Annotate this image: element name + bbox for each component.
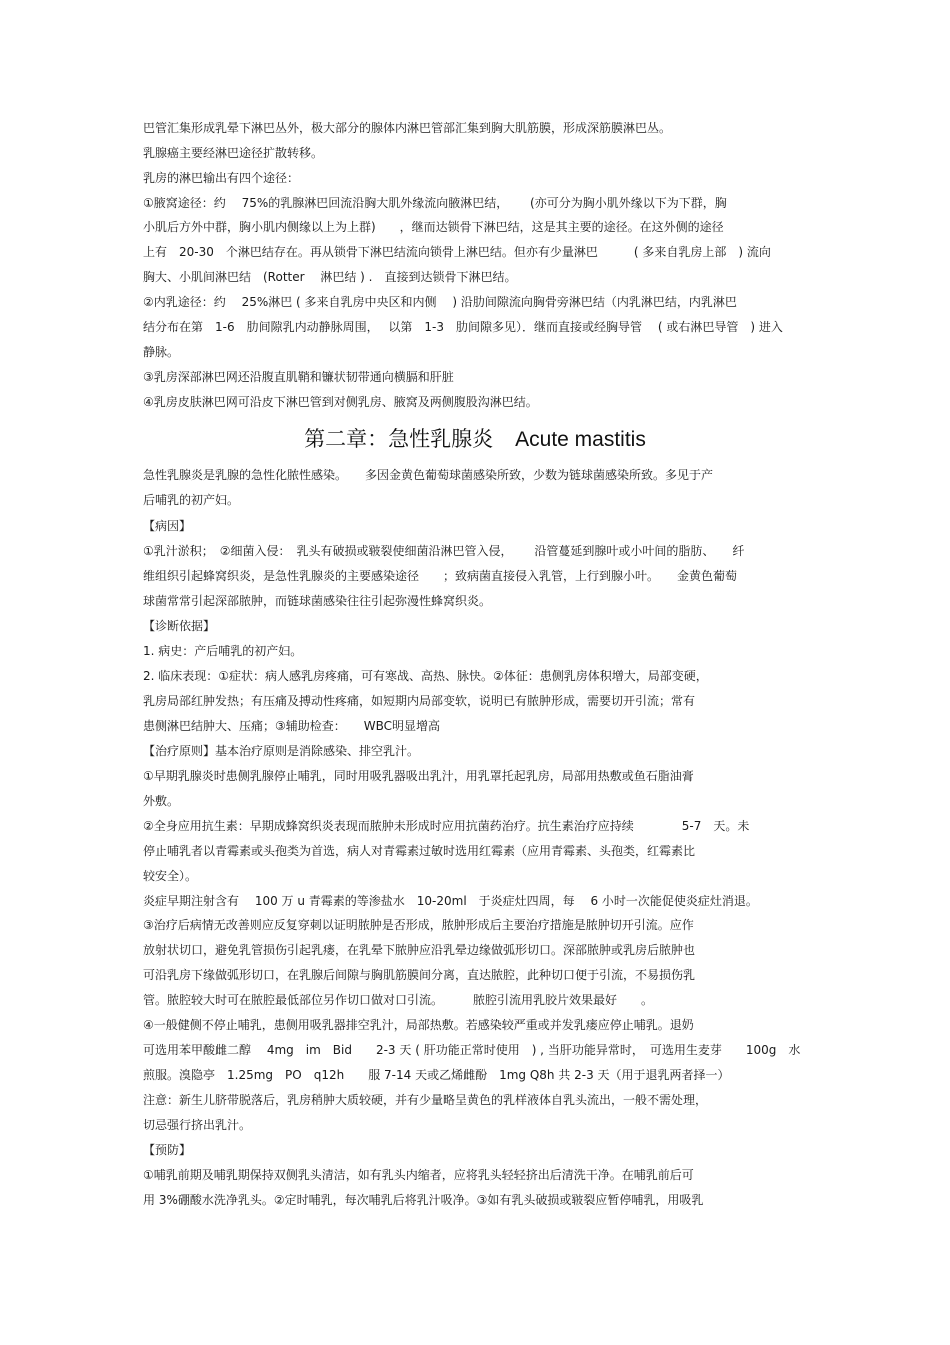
text-line: 后哺乳的初产妇。 [143,493,240,507]
chapter-title-cn: 第二章：急性乳腺炎 [304,427,494,451]
text-line: 注意：新生儿脐带脱落后，乳房稍肿大质较硬，并有少量略呈黄色的乳样液体自乳头流出，一般不需处理， [143,1093,708,1107]
text-line: 球菌常常引起深部脓肿，而链球菌感染往往引起弥漫性蜂窝织炎。 [143,594,492,608]
section-heading: 【治疗原则】基本治疗原则是消除感染、排空乳汁。 [143,744,420,758]
text-line: ①腋窝途径：约 75%的乳腺淋巴回流沿胸大肌外缘流向腋淋巴结， (亦可分为胸小肌外缘以下为下群，胸 [143,196,727,210]
text-line: ②内乳途径：约 25%淋巴 ( 多来自乳房中央区和内侧 ) 沿肋间隙流向胸骨旁淋巴结（内乳淋巴结，内乳淋巴 [143,295,737,309]
text-line: 急性乳腺炎是乳腺的急性化脓性感染。 多因金黄色葡萄球菌感染所致，少数为链球菌感染所致。多见于产 [143,468,714,482]
text-line: 较安全）。 [143,869,198,883]
text-line: 2. 临床表现：①症状：病人感乳房疼痛，可有寒战、高热、脉快。②体征：患侧乳房体积增大，局部变硬， [143,669,708,683]
chapter-title [0,424,950,455]
section-heading: 【预防】 [143,1143,192,1157]
text-line: 胸大、小肌间淋巴结 (Rotter 淋巴结 ) . 直接到达锁骨下淋巴结。 [143,270,517,284]
text-line: ④一般健侧不停止哺乳，患侧用吸乳器排空乳汁，局部热敷。若感染较严重或并发乳瘘应停止哺乳。退奶 [143,1018,694,1032]
text-line: 乳房的淋巴输出有四个途径： [143,171,300,185]
text-line: 炎症早期注射含有 100 万 u 青霉素的等渗盐水 10-20ml 于炎症灶四周，每 6 小时一次能促使炎症灶消退。 [143,894,758,908]
text-line: 管。脓腔较大时可在脓腔最低部位另作切口做对口引流。 脓腔引流用乳胶片效果最好 。 [143,993,654,1007]
text-line: ③治疗后病情无改善则应反复穿刺以证明脓肿是否形成，脓肿形成后主要治疗措施是脓肿切开引流。应作 [143,918,694,932]
text-line: 结分布在第 1-6 肋间隙乳内动静脉周围， 以第 1-3 肋间隙多见）．继而直接或经胸导管 ( 或右淋巴导管 ) 进入 [143,320,783,334]
text-line: ①乳汁淤积； ②细菌入侵： 乳头有破损或皲裂使细菌沿淋巴管入侵， 沿管蔓延到腺叶或小叶间的脂肪、 纤 [143,544,745,558]
text-line: ④乳房皮肤淋巴网可沿皮下淋巴管到对侧乳房、腋窝及两侧腹股沟淋巴结。 [143,395,538,409]
text-line: 维组织引起蜂窝织炎，是急性乳腺炎的主要感染途径 ；致病菌直接侵入乳管，上行到腺小叶。 金黄色葡萄 [143,569,738,583]
text-line: 1. 病史：产后哺乳的初产妇。 [143,644,303,658]
text-line: 静脉。 [143,345,180,359]
text-line: 可沿乳房下缘做弧形切口，在乳腺后间隙与胸肌筋膜间分离，直达脓腔，此种切口便于引流，不易损伤乳 [143,968,696,982]
text-line: 放射状切口，避免乳管损伤引起乳瘘，在乳晕下脓肿应沿乳晕边缘做弧形切口。深部脓肿或乳房后脓肿也 [143,943,696,957]
text-line: 乳腺癌主要经淋巴途径扩散转移。 [143,146,324,160]
text-line: 乳房局部红肿发热；有压痛及搏动性疼痛，如短期内局部变软，说明已有脓肿形成，需要切开引流；常有 [143,694,696,708]
text-line: 用 3%硼酸水洗净乳头。②定时哺乳，每次哺乳后将乳汁吸净。③如有乳头破损或皲裂应暂停哺乳，用吸乳 [143,1193,704,1207]
text-line: 煎服。溴隐亭 1.25mg PO q12h 服 7-14 天或乙烯雌酚 1mg Q8h 共 2-3 天（用于退乳两者择一） [143,1068,730,1082]
text-line: 巴管汇集形成乳晕下淋巴丛外，极大部分的腺体内淋巴管部汇集到胸大肌筋膜，形成深筋膜淋巴丛。 [143,121,672,135]
text-line: 患侧淋巴结肿大、压痛；③辅助检查： WBC明显增高 [143,719,441,733]
text-line: 外敷。 [143,794,180,808]
text-line: 可选用苯甲酸雌二醇 4mg im Bid 2-3 天 ( 肝功能正常时使用 ) , 当肝功能异常时， 可选用生麦芽 100g 水 [143,1043,801,1057]
text-line: ①早期乳腺炎时患侧乳腺停止哺乳，同时用吸乳器吸出乳汁，用乳罩托起乳房，局部用热敷或鱼石脂油膏 [143,769,694,783]
section-heading: 【诊断依据】 [143,619,216,633]
text-line: ③乳房深部淋巴网还沿腹直肌鞘和镰状韧带通向横膈和肝脏 [143,370,454,384]
section-heading: 【病因】 [143,519,192,533]
chapter-title-en: Acute mastitis [515,428,646,451]
text-line: 切忌强行挤出乳汁。 [143,1118,252,1132]
text-line: 停止哺乳者以青霉素或头孢类为首选，病人对青霉素过敏时选用红霉素（应用青霉素、头孢类，红霉素比 [143,844,696,858]
text-line: ②全身应用抗生素：早期成蜂窝织炎表现而脓肿未形成时应用抗菌药治疗。抗生素治疗应持续 5-7 天。未 [143,819,750,833]
text-line: 上有 20-30 个淋巴结存在。再从锁骨下淋巴结流向锁骨上淋巴结。但亦有少量淋巴 ( 多来自乳房上部 ) 流向 [143,245,771,259]
text-line: 小肌后方外中群，胸小肌内侧缘以上为上群) ，继而达锁骨下淋巴结，这是其主要的途径。在这外侧的途径 [143,220,724,234]
text-line: ①哺乳前期及哺乳期保持双侧乳头清洁，如有乳头内缩者，应将乳头轻轻挤出后清洗干净。在哺乳前后可 [143,1168,694,1182]
